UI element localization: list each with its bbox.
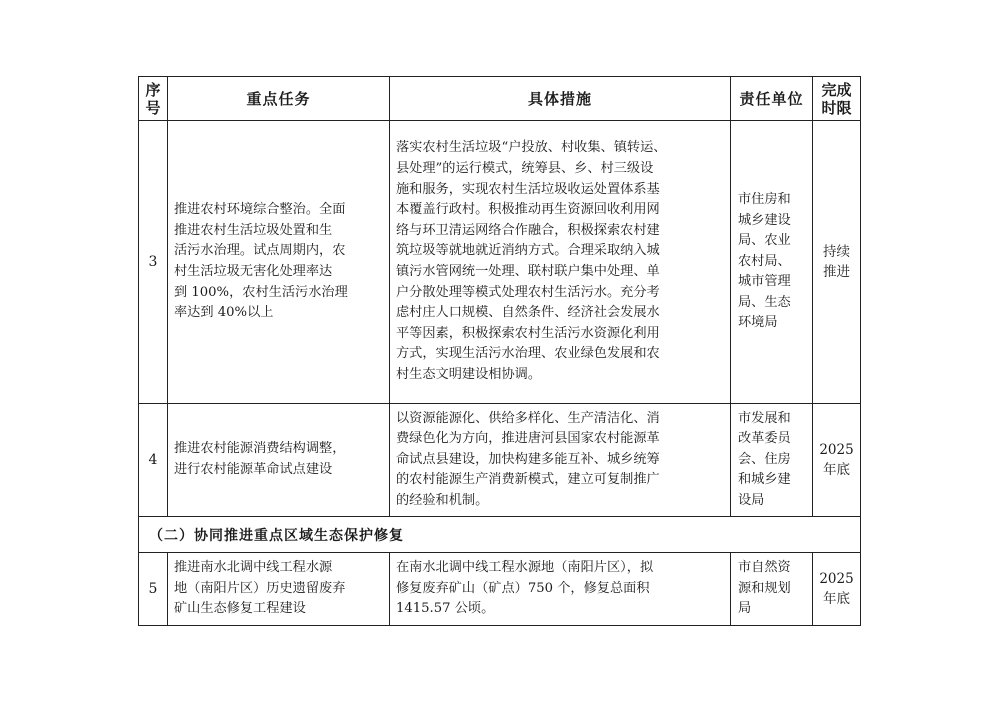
section-title: （二）协同推进重点区域生态保护修复 xyxy=(139,517,861,553)
row-serial: 4 xyxy=(139,404,168,517)
header-task: 重点任务 xyxy=(168,77,390,121)
table-header-row xyxy=(139,77,861,121)
table-row xyxy=(139,404,861,517)
row-measures: 以资源能源化、供给多样化、生产清洁化、消 费绿色化为方向，推进唐河县国家农村能源革 命试点县建设，加快构建多能互补、城乡统筹 的农村能源生产消费新模式，建立可复制推广 的经验和机制。 xyxy=(390,404,731,517)
table-row xyxy=(139,121,861,404)
task-table xyxy=(138,76,861,626)
row-task: 推进农村环境综合整治。全面 推进农村生活垃圾处置和生 活污水治理。试点周期内，农 村生活垃圾无害化处理率达 到 100%，农村生活污水治理 率达到 40%以上 xyxy=(168,121,390,404)
row-deadline: 2025 年底 xyxy=(813,553,861,626)
header-measures: 具体措施 xyxy=(390,77,731,121)
header-deadline: 完成 时限 xyxy=(813,77,861,121)
row-measures: 落实农村生活垃圾“户投放、村收集、镇转运、 县处理”的运行模式，统筹县、乡、村三级设 施和服务，实现农村生活垃圾收运处置体系基 本覆盖行政村。积极推动再生资源回收利用网 络与环卫清运网络合作融合，积极探索农村建 筑垃圾等就地就近消纳方式。合理采取纳入城 镇污水管网统一处理、联村联户集中处理、单 户分散处理等模式处理农村生活污水。充分考 虑村庄人口规模、自然条件、经济社会发展水 平等因素，积极探索农村生活污水资源化利用 方式，实现生活污水治理、农业绿色发展和农 村生态文明建设相协调。 xyxy=(390,121,731,404)
row-serial: 5 xyxy=(139,553,168,626)
row-unit: 市发展和 改革委员 会、住房 和城乡建 设局 xyxy=(731,404,813,517)
row-serial: 3 xyxy=(139,121,168,404)
header-serial: 序 号 xyxy=(139,77,168,121)
row-deadline: 持续 推进 xyxy=(813,121,861,404)
row-unit: 市自然资 源和规划 局 xyxy=(731,553,813,626)
table-row xyxy=(139,553,861,626)
header-unit: 责任单位 xyxy=(731,77,813,121)
row-task: 推进南水北调中线工程水源 地（南阳片区）历史遗留废弃 矿山生态修复工程建设 xyxy=(168,553,390,626)
row-task: 推进农村能源消费结构调整， 进行农村能源革命试点建设 xyxy=(168,404,390,517)
row-unit: 市住房和 城乡建设 局、农业 农村局、 城市管理 局、生态 环境局 xyxy=(731,121,813,404)
row-measures: 在南水北调中线工程水源地（南阳片区），拟 修复废弃矿山（矿点）750 个，修复总面积 1415.57 公顷。 xyxy=(390,553,731,626)
section-heading-row xyxy=(139,517,861,553)
row-deadline: 2025 年底 xyxy=(813,404,861,517)
